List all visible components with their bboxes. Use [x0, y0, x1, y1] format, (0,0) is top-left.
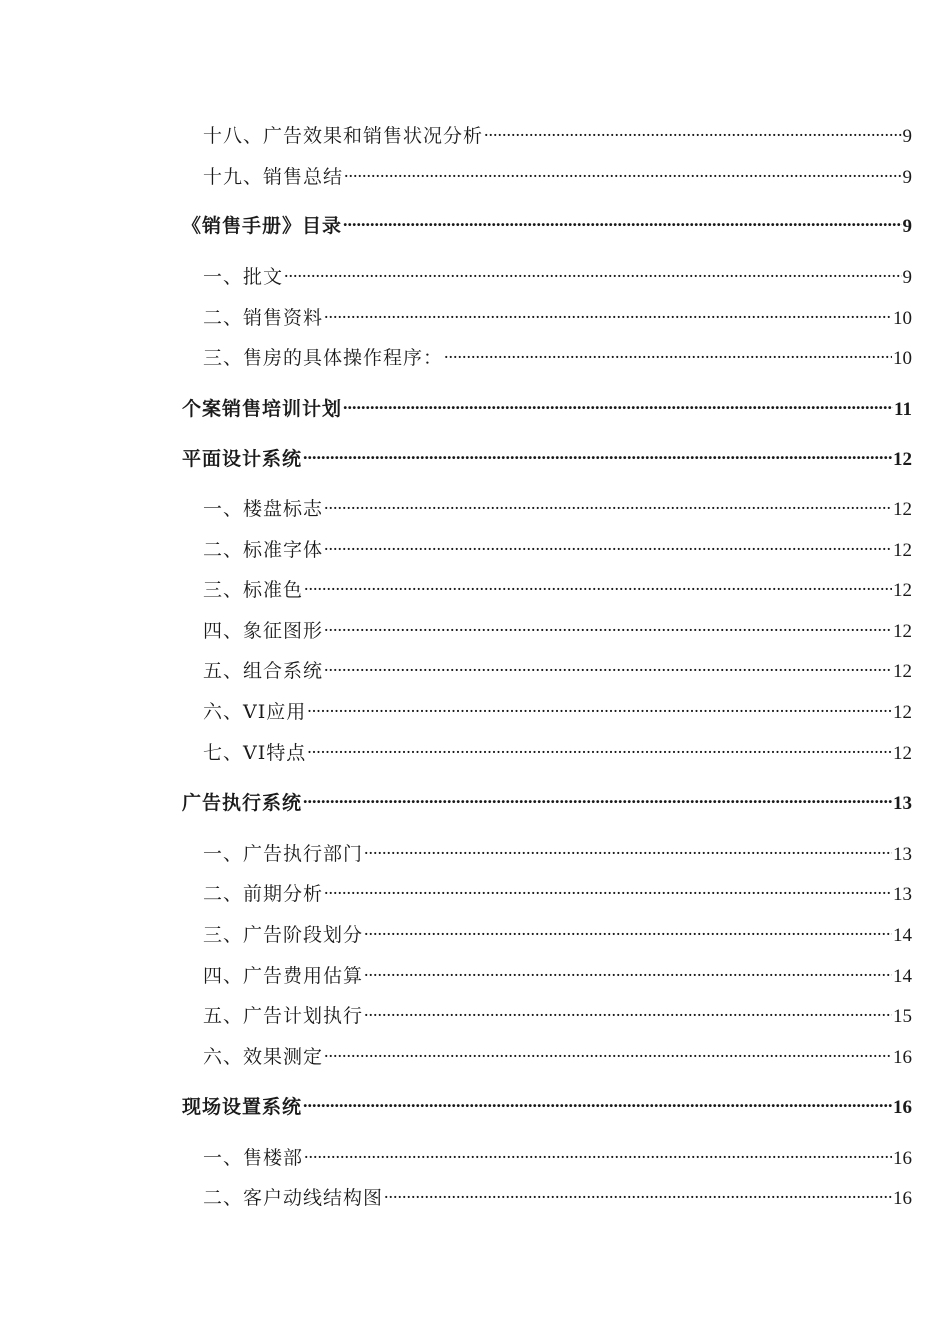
- toc-entry-title: 十九、销售总结: [203, 166, 344, 188]
- toc-entry[interactable]: [203, 836, 912, 865]
- toc-entry-title: 六、效果测定: [203, 1046, 324, 1068]
- toc-heading[interactable]: [182, 391, 912, 420]
- toc-heading-title: 广告执行系统: [182, 792, 303, 814]
- toc-heading[interactable]: [182, 785, 912, 814]
- dot-leader: [344, 159, 901, 183]
- toc-heading-page: 9: [902, 216, 912, 237]
- toc-entry-page: 12: [893, 743, 912, 764]
- toc-entry[interactable]: [203, 1180, 912, 1209]
- dot-leader: [303, 1089, 892, 1113]
- toc-heading-title: 个案销售培训计划: [182, 398, 343, 420]
- dot-leader: [364, 917, 892, 941]
- toc-entry[interactable]: [203, 1039, 912, 1068]
- dot-leader: [284, 259, 901, 283]
- dot-leader: [384, 1180, 892, 1204]
- toc-entry-title: 六、VI应用: [203, 701, 307, 723]
- toc-entry[interactable]: [203, 118, 912, 147]
- toc-entry-page: 16: [893, 1148, 912, 1169]
- toc-heading-page: 12: [893, 449, 912, 470]
- toc-entry[interactable]: [203, 613, 912, 642]
- toc-heading-title: 《销售手册》目录: [182, 215, 343, 237]
- toc-entry-title: 一、广告执行部门: [203, 843, 364, 865]
- toc-entry[interactable]: [203, 917, 912, 946]
- toc-entry-title: 一、批文: [203, 266, 284, 288]
- toc-entry-page: 9: [902, 167, 912, 188]
- toc-entry[interactable]: [203, 1140, 912, 1169]
- toc-entry-page: 15: [893, 1006, 912, 1027]
- toc-entry-title: 五、组合系统: [203, 660, 324, 682]
- dot-leader: [303, 785, 892, 809]
- toc-entry-page: 12: [893, 580, 912, 601]
- dot-leader: [324, 653, 892, 677]
- toc-entry[interactable]: [203, 572, 912, 601]
- dot-leader: [364, 998, 892, 1022]
- toc-heading-page: 16: [893, 1097, 912, 1118]
- toc-entry-title: 一、楼盘标志: [203, 498, 324, 520]
- toc-heading[interactable]: [182, 1089, 912, 1118]
- toc-entry-title: 一、售楼部: [203, 1147, 304, 1169]
- toc-entry-title: 四、象征图形: [203, 620, 324, 642]
- toc-heading-page: 13: [893, 793, 912, 814]
- toc-entry[interactable]: [203, 300, 912, 329]
- dot-leader: [364, 836, 892, 860]
- toc-entry-title: 二、前期分析: [203, 883, 324, 905]
- toc-entry-page: 16: [893, 1047, 912, 1068]
- toc-entry-page: 12: [893, 540, 912, 561]
- toc-entry[interactable]: [203, 159, 912, 188]
- toc-entry-title: 三、售房的具体操作程序：: [203, 347, 444, 369]
- toc-entry[interactable]: [203, 998, 912, 1027]
- toc-entry[interactable]: [203, 653, 912, 682]
- dot-leader: [324, 532, 892, 556]
- toc-entry[interactable]: [203, 259, 912, 288]
- toc-entry-page: 9: [902, 126, 912, 147]
- toc-entry-page: 10: [893, 348, 912, 369]
- toc-entry-page: 12: [893, 499, 912, 520]
- toc-heading-title: 现场设置系统: [182, 1096, 303, 1118]
- toc-entry-page: 12: [893, 702, 912, 723]
- toc-entry[interactable]: [203, 491, 912, 520]
- dot-leader: [444, 340, 892, 364]
- toc-heading[interactable]: [182, 441, 912, 470]
- toc-entry-title: 三、广告阶段划分: [203, 924, 364, 946]
- toc-entry-title: 十八、广告效果和销售状况分析: [203, 125, 484, 147]
- toc-entry-title: 五、广告计划执行: [203, 1005, 364, 1027]
- dot-leader: [307, 694, 892, 718]
- toc-entry-title: 二、销售资料: [203, 307, 324, 329]
- toc-heading-title: 平面设计系统: [182, 448, 303, 470]
- dot-leader: [324, 300, 892, 324]
- dot-leader: [324, 491, 892, 515]
- dot-leader: [304, 1140, 892, 1164]
- toc-entry[interactable]: [203, 532, 912, 561]
- toc-entry-title: 二、标准字体: [203, 539, 324, 561]
- toc-entry[interactable]: [203, 876, 912, 905]
- toc-entry-page: 16: [893, 1188, 912, 1209]
- dot-leader: [324, 876, 892, 900]
- toc-entry-page: 12: [893, 621, 912, 642]
- toc-entry-page: 13: [893, 844, 912, 865]
- toc-entry[interactable]: [203, 735, 912, 764]
- toc-heading-page: 11: [894, 399, 912, 420]
- toc-entry-page: 10: [893, 308, 912, 329]
- dot-leader: [343, 208, 901, 232]
- toc-heading[interactable]: [182, 208, 912, 237]
- dot-leader: [343, 391, 893, 415]
- toc-entry-page: 13: [893, 884, 912, 905]
- toc-entry-title: 七、VI特点: [203, 742, 307, 764]
- toc-entry-title: 二、客户动线结构图: [203, 1187, 384, 1209]
- dot-leader: [324, 613, 892, 637]
- toc-entry[interactable]: [203, 340, 912, 369]
- dot-leader: [364, 958, 892, 982]
- dot-leader: [324, 1039, 892, 1063]
- toc-entry[interactable]: [203, 958, 912, 987]
- toc-entry-page: 9: [902, 267, 912, 288]
- dot-leader: [484, 118, 901, 142]
- toc-entry-title: 三、标准色: [203, 579, 304, 601]
- toc-entry-page: 14: [893, 925, 912, 946]
- dot-leader: [303, 441, 892, 465]
- toc-entry-page: 14: [893, 966, 912, 987]
- dot-leader: [304, 572, 892, 596]
- toc-entry[interactable]: [203, 694, 912, 723]
- dot-leader: [307, 735, 892, 759]
- toc-entry-title: 四、广告费用估算: [203, 965, 364, 987]
- toc-entry-page: 12: [893, 661, 912, 682]
